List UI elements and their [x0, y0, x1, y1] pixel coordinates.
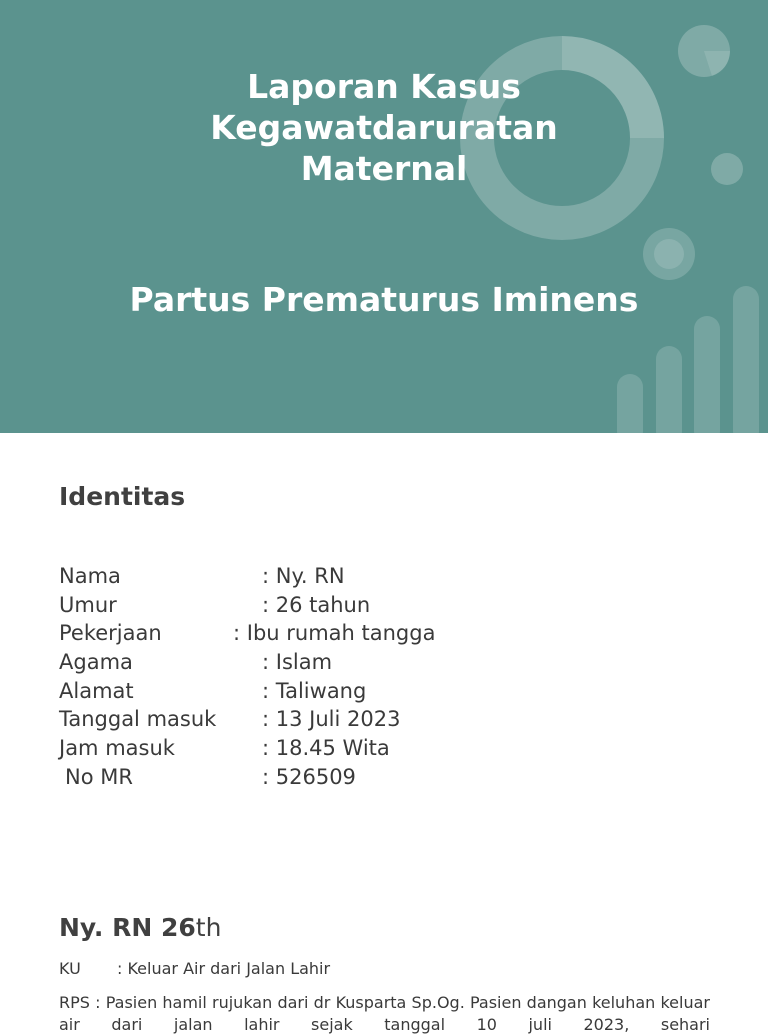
- identity-value: : 18.45 Wita: [262, 736, 390, 761]
- identity-label: Jam masuk: [59, 736, 175, 761]
- dot-decor-inner: [654, 239, 684, 269]
- identity-value: : 13 Juli 2023: [262, 707, 401, 732]
- bar-decor: [656, 346, 682, 433]
- title-line: Kegawatdaruratan: [210, 108, 558, 147]
- identity-value: : Taliwang: [262, 678, 367, 703]
- patient-heading: [59, 913, 221, 942]
- identity-label: No MR: [65, 764, 133, 789]
- page-title: [0, 66, 768, 189]
- chief-complaint: [59, 959, 330, 978]
- bar-decor: [694, 316, 720, 433]
- identity-label: Alamat: [59, 678, 134, 703]
- identity-label: Tanggal masuk: [59, 707, 217, 732]
- patient-heading-bold: Ny. RN 26: [59, 913, 196, 942]
- identity-label: Umur: [59, 592, 117, 617]
- title-line: Laporan Kasus: [247, 67, 521, 106]
- patient-heading-suffix: th: [195, 913, 222, 942]
- ku-value: : Keluar Air dari Jalan Lahir: [117, 959, 331, 978]
- identity-label: Agama: [59, 650, 133, 675]
- title-banner: [0, 0, 768, 433]
- identity-value: : Ny. RN: [262, 564, 345, 588]
- identity-label: Nama: [59, 564, 121, 588]
- identity-value: : Ibu rumah tangga: [233, 621, 436, 646]
- rps-paragraph: RPS : Pasien hamil rujukan dari dr Kusparta Sp.Og. Pasien dangan keluhan keluar air dari jalan lahir sejak tanggal 10 juli 2023, sehari: [59, 993, 710, 1034]
- identity-value: : Islam: [262, 650, 333, 675]
- bar-decor: [617, 374, 643, 433]
- ku-label: KU: [59, 959, 81, 978]
- identity-label: Pekerjaan: [59, 621, 162, 646]
- identity-value: : 26 tahun: [262, 592, 371, 617]
- page-subtitle: Partus Prematurus Iminens: [129, 280, 639, 319]
- title-line: Maternal: [300, 149, 468, 188]
- decorative-shapes: [0, 0, 768, 433]
- identity-heading: Identitas: [59, 482, 186, 511]
- identity-value: : 526509: [262, 764, 356, 789]
